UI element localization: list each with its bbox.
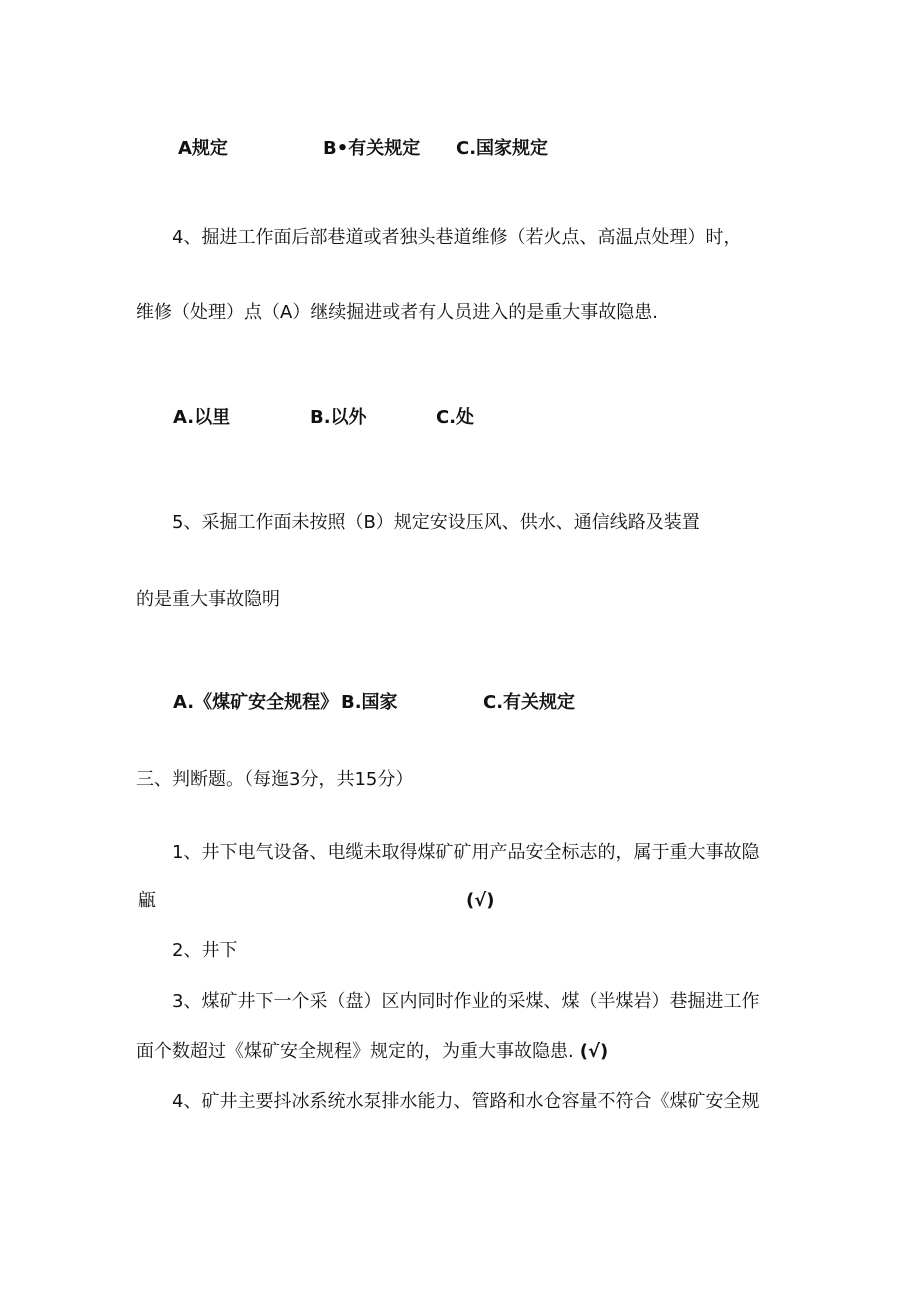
q4-line-1: 4、掘进工作面后部巷道或者独头巷道维修（若火点、高温点处理）时， [172, 227, 742, 248]
tf-1-line-2-fragment: 甂 [138, 890, 156, 911]
q5-option-c: C.有关规定 [483, 692, 576, 713]
q5-option-a: A.《煤矿安全规程》 [173, 692, 339, 713]
tf-3-line-1: 3、煤矿井下一个采（盘）区内同时作业的采煤、煤（半煤岩）巷掘进工作 [172, 991, 760, 1012]
tf-3-answer: (√) [579, 1041, 609, 1062]
q4-option-a: A.以里 [173, 407, 231, 428]
tf-1-answer: (√) [466, 890, 495, 911]
tf-4-line-1: 4、矿井主要抖冰系统水泵排水能力、管路和水仓容量不符合《煤矿安全规 [172, 1091, 760, 1112]
tf-3-line-2 [136, 1040, 608, 1064]
q4-line-2: 维修（处理）点（A）继续掘进或者有人员进入的是重大事故隐患. [136, 302, 659, 323]
q4-option-b: B.以外 [310, 407, 367, 428]
tf-3-line-2-text: 面个数超过《煤矿安全规程》规定的，为重大事故隐患. [136, 1041, 574, 1062]
q5-line-1: 5、采掘工作面未按照（B）规定安设压风、供水、通信线路及装置 [172, 512, 700, 533]
tf-2-line-1: 2、井下 [172, 940, 238, 961]
q5-line-2: 的是重大事故隐明 [136, 589, 280, 610]
q3-option-a: A规定 [178, 138, 228, 159]
tf-1-line-1: 1、井下电气设备、电缆未取得煤矿矿用产品安全标志的，属于重大事故隐 [172, 842, 760, 863]
q3-option-c: C.国家规定 [456, 138, 549, 159]
q4-option-c: C.处 [436, 407, 475, 428]
q5-option-b: B.国家 [341, 692, 398, 713]
q3-option-b: B•有关规定 [323, 138, 421, 159]
section-3-heading: 三、判断题。（每迤3分，共15分） [136, 769, 414, 790]
